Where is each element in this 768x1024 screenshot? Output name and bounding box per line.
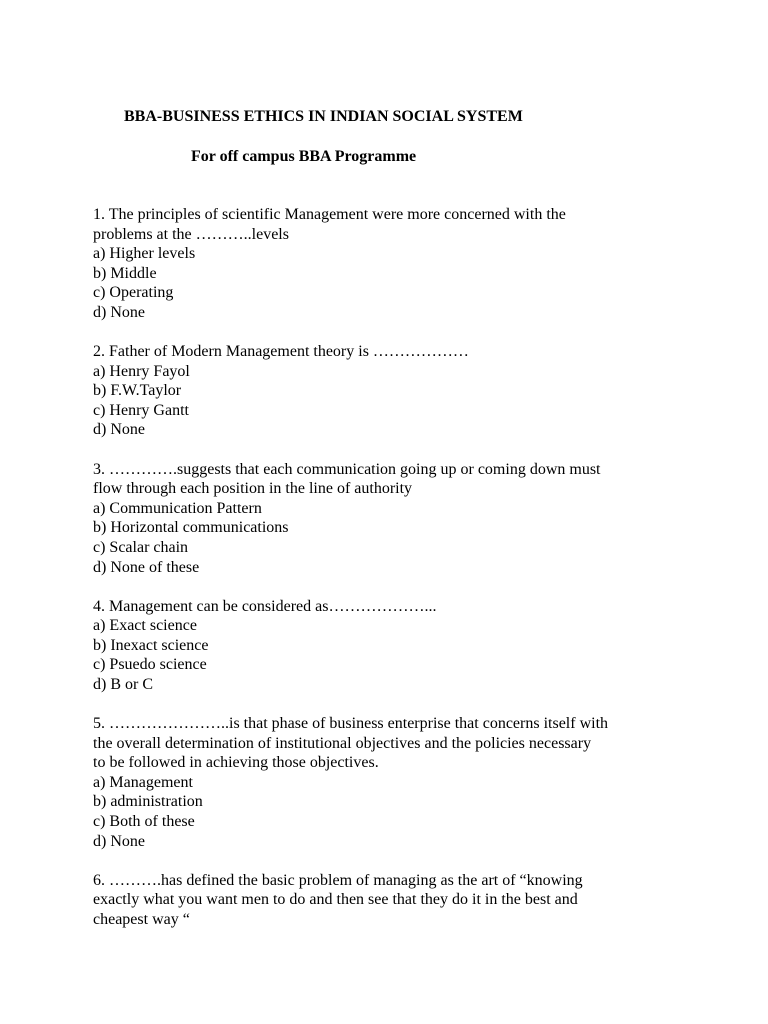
answer-option: b) F.W.Taylor: [93, 382, 182, 400]
question-text: problems at the ………..levels: [93, 225, 289, 243]
question-text: the overall determination of institutional objectives and the policies necessary: [93, 734, 592, 752]
answer-option: d) None of these: [93, 558, 200, 576]
answer-option: b) Inexact science: [93, 636, 209, 654]
answer-option: b) Horizontal communications: [93, 519, 289, 537]
question-block: [93, 205, 693, 323]
answer-option: c) Psuedo science: [93, 656, 207, 674]
answer-option: a) Higher levels: [93, 245, 196, 263]
question-text: 5. …………………..is that phase of business enterprise that concerns itself with: [93, 715, 609, 733]
question-block: [93, 342, 693, 440]
document-subtitle: For off campus BBA Programme: [191, 148, 417, 165]
question-block: [93, 460, 693, 578]
document-title: BBA-BUSINESS ETHICS IN INDIAN SOCIAL SYSTEM: [124, 108, 523, 125]
question-text: 3. ………….suggests that each communication going up or coming down must: [93, 460, 601, 478]
answer-option: b) administration: [93, 793, 203, 811]
question-text: 4. Management can be considered as………………...: [93, 597, 437, 615]
answer-option: c) Henry Gantt: [93, 401, 189, 419]
question-text: to be followed in achieving those objectives.: [93, 754, 379, 772]
answer-option: d) B or C: [93, 675, 153, 693]
answer-option: a) Management: [93, 773, 193, 791]
answer-option: c) Scalar chain: [93, 538, 189, 556]
question-text: 1. The principles of scientific Management were more concerned with the: [93, 206, 566, 223]
answer-option: a) Henry Fayol: [93, 362, 190, 380]
question-block: [93, 871, 693, 930]
question-text: exactly what you want men to do and then see that they do it in the best and: [93, 891, 578, 909]
answer-option: b) Middle: [93, 264, 157, 282]
answer-option: a) Communication Pattern: [93, 499, 262, 517]
question-list: [93, 205, 693, 949]
answer-option: c) Operating: [93, 284, 174, 302]
question-block: [93, 714, 693, 851]
question-text: 6. ……….has defined the basic problem of managing as the art of “knowing: [93, 871, 583, 889]
question-block: [93, 597, 693, 695]
answer-option: d) None: [93, 832, 145, 850]
answer-option: d) None: [93, 421, 145, 439]
question-text: cheapest way “: [93, 910, 190, 928]
question-text: 2. Father of Modern Management theory is ………………: [93, 343, 469, 361]
answer-option: a) Exact science: [93, 617, 197, 635]
answer-option: c) Both of these: [93, 813, 195, 831]
question-text: flow through each position in the line of authority: [93, 480, 413, 498]
answer-option: d) None: [93, 303, 145, 321]
